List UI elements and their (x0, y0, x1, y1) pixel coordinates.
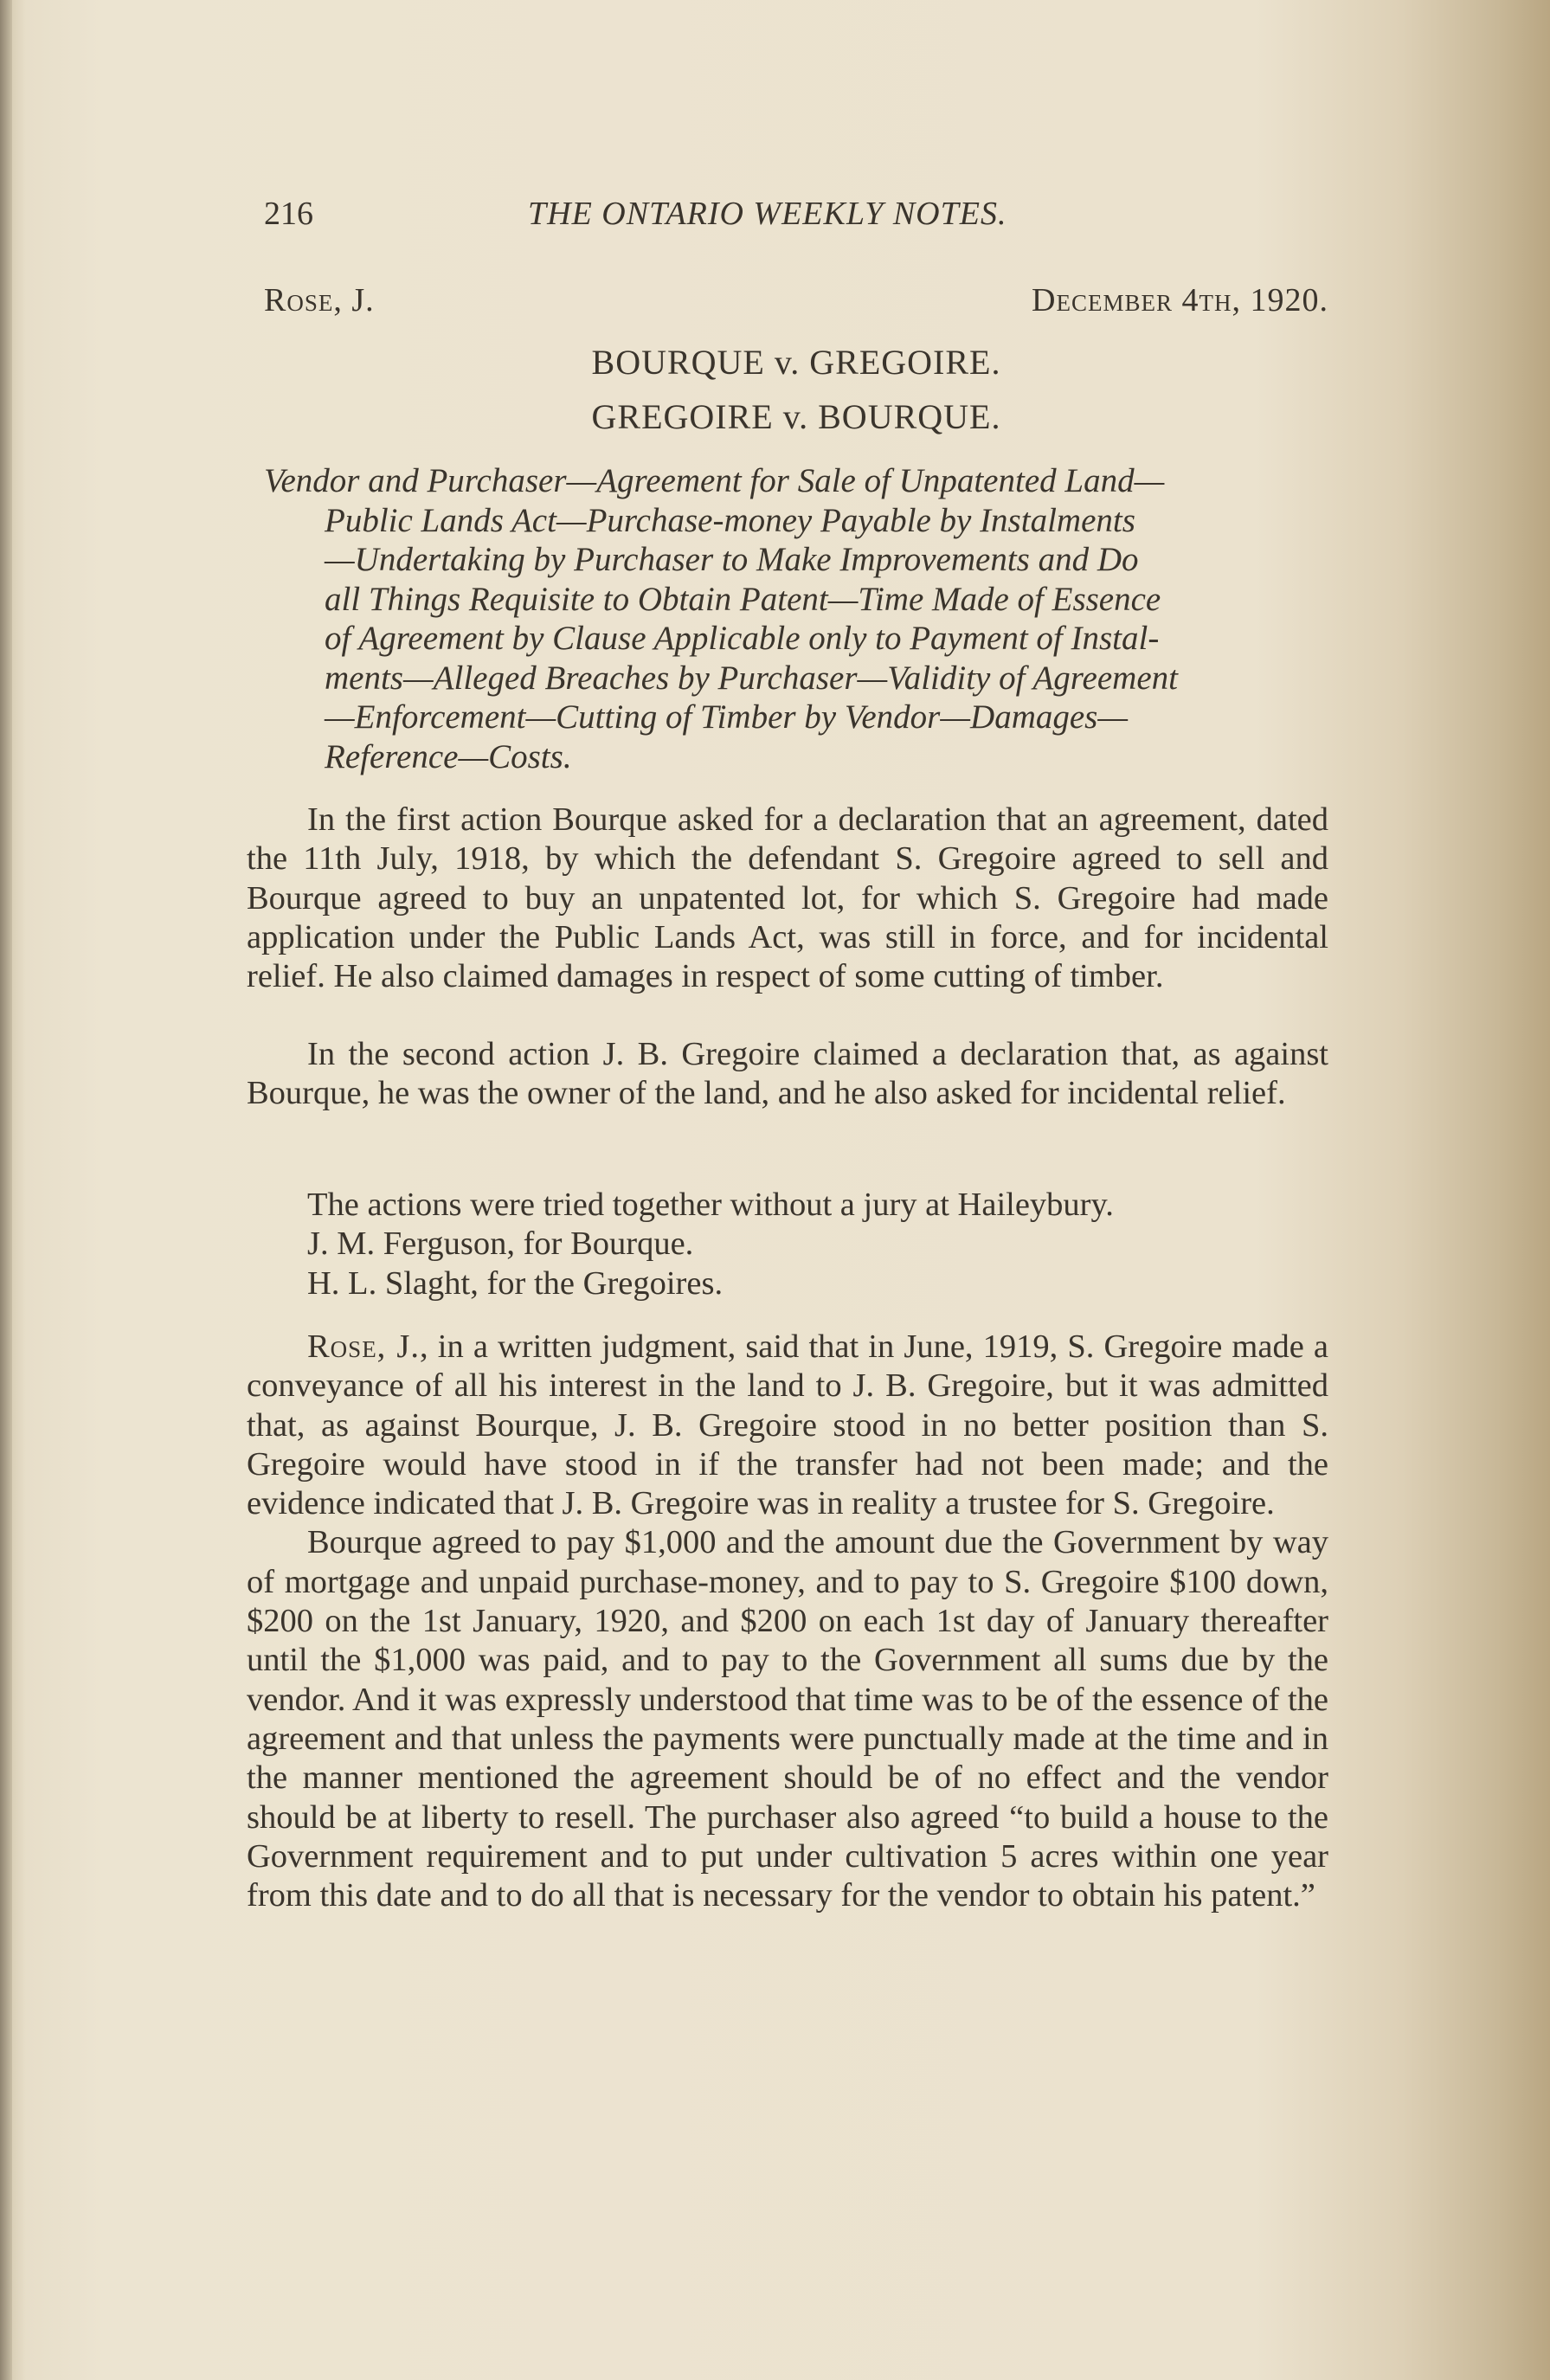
page-header (264, 195, 1328, 247)
judge-name-inline: Rose, J. (307, 1328, 421, 1365)
headnote-line: Reference—Costs. (325, 737, 572, 775)
case-title-1: BOURQUE v. GREGOIRE. (591, 343, 1001, 382)
paragraph-second-action (247, 1035, 1328, 1114)
judge-date-line (264, 281, 1328, 329)
headnote (264, 461, 1328, 776)
page-number: 216 (264, 196, 313, 232)
counsel-gregoires: H. L. Slaght, for the Gregoires. (307, 1264, 724, 1302)
counsel-bourque: J. M. Ferguson, for Bourque. (307, 1225, 694, 1263)
page-spine-shadow (0, 0, 12, 2380)
judgment-text (247, 1328, 1328, 1915)
trial-and-counsel (247, 1186, 1328, 1303)
paragraph-text: In the first action Bourque asked for a declaration that an agreement, dated the 11th July, 1918, by which the defendant S. Gregoire agreed to sell and Bourque agreed to buy an unpatented lot, for which S. Gregoire had made application under the Public Lands Act, was still in force, and for incidental relief. He also claimed damages in respect of some cutting of timber. (247, 801, 1328, 995)
headnote-line: of Agreement by Clause Applicable only to Payment of Instal- (325, 620, 1160, 657)
paragraph-first-action (247, 801, 1328, 996)
judgment-date: December 4th, 1920. (1032, 282, 1328, 318)
paragraph-text: , in a written judgment, said that in June, 1919, S. Gregoire made a conveyance of all his interest in the land to J. B. Gregoire, but it was admitted that, as against Bourque, J. B. Gregoire stood in no better position than S. Gregoire would have stood in if the transfer had not been made; and the evidence indicated that J. B. Gregoire was in reality a trustee for S. Gregoire. (247, 1328, 1328, 1522)
headnote-line: —Enforcement—Cutting of Timber by Vendor—Damages— (325, 698, 1129, 736)
paragraph-agreement: Bourque agreed to pay $1,000 and the amount due the Government by way of mortgage and unpaid purchase-money, and to pay to S. Gregoire $100 down, $200 on the 1st January, 1920, and $200 on each 1st day of January thereafter until the $1,000 was paid, and to pay to the Government all sums due by the vendor. And it was expressly understood that time was to be of the essence of the agreement and that unless the payments were punctually made at the time and in the manner mentioned the agreement should be of no effect and the vendor should be at liberty to resell. The purchaser also agreed “to build a house to the Government requirement and to put under cultivation 5 acres within one year from this date and to do all that is necessary for the vendor to obtain his patent.” (247, 1524, 1328, 1914)
headnote-line: ments—Alleged Breaches by Purchaser—Validity of Agreement (325, 659, 1178, 697)
paragraph-judgment (247, 1328, 1328, 1523)
judge-name: Rose, J. (264, 282, 375, 318)
headnote-line: —Undertaking by Purchaser to Make Improvements and Do (325, 541, 1139, 578)
paragraph-text: In the second action J. B. Gregoire claimed a declaration that, as against Bourque, he was the owner of the land, and he also asked for incidental relief. (247, 1036, 1328, 1112)
case-title-2: GREGOIRE v. BOURQUE. (591, 397, 1001, 436)
running-title: THE ONTARIO WEEKLY NOTES. (528, 196, 1007, 232)
headnote-line: all Things Requisite to Obtain Patent—Time Made of Essence (325, 580, 1161, 618)
trial-statement: The actions were tried together without a jury at Haileybury. (307, 1187, 1114, 1223)
headnote-line: Vendor and Purchaser—Agreement for Sale of Unpatented Land— (264, 462, 1165, 499)
headnote-line: Public Lands Act—Purchase-money Payable by Instalments (325, 501, 1135, 539)
